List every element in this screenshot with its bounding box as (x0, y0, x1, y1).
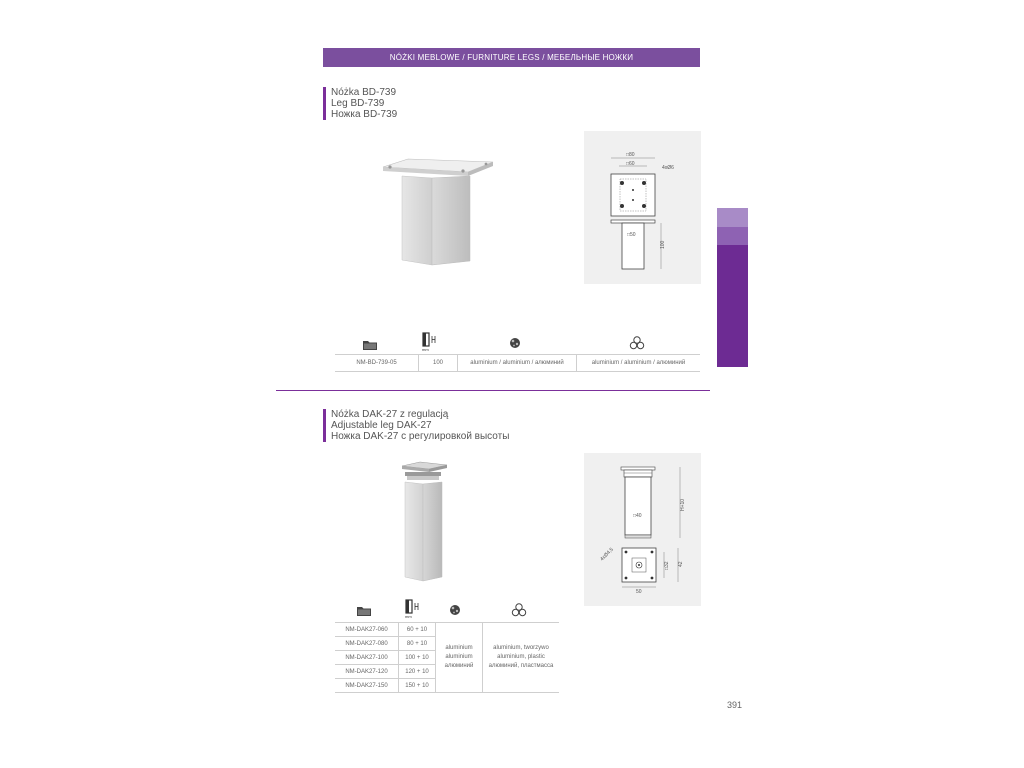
side-tab-mid (717, 227, 748, 245)
product2-height: 150 + 10 (399, 679, 436, 693)
product1-photo (370, 150, 510, 275)
product2-height-icon (404, 599, 424, 623)
product1-folder-icon (362, 336, 378, 355)
product2-dim-h: H+10 (680, 498, 686, 511)
product2-name-pl: Nóżka DAK-27 z regulacją (331, 409, 449, 420)
product2-code: NM-DAK27-080 (335, 637, 399, 651)
product2-material-en: aluminium (445, 654, 473, 660)
product2-photo (395, 460, 455, 585)
product1-material-icon (508, 335, 522, 354)
product2-code: NM-DAK27-120 (335, 665, 399, 679)
product2-finish-cell (483, 623, 560, 693)
product1-dim-50: □50 (627, 232, 636, 238)
side-tab-light (717, 208, 748, 227)
product1-name-ru: Ножка BD-739 (331, 109, 398, 120)
product1-dim-height: 100 (660, 240, 666, 249)
product1-material: aluminium / aluminium / алюминий (458, 355, 577, 372)
page-number: 391 (727, 700, 743, 710)
side-tab-dark (717, 245, 748, 367)
product1-finish-icon (629, 335, 645, 354)
product2-height: 80 + 10 (399, 637, 436, 651)
product2-folder-icon (356, 602, 372, 621)
product2-code: NM-DAK27-100 (335, 651, 399, 665)
product1-finish: aluminium / aluminium / алюминий (577, 355, 701, 372)
product2-code: NM-DAK27-060 (335, 623, 399, 637)
product2-title (323, 409, 509, 442)
product2-name-en: Adjustable leg DAK-27 (331, 420, 432, 431)
table-row (335, 623, 559, 637)
product2-height: 100 + 10 (399, 651, 436, 665)
section-header: NÓŻKI MEBLOWE / FURNITURE LEGS / МЕБЕЛЬНЫЕ НОЖКИ (323, 48, 700, 67)
product1-height: 100 (419, 355, 458, 372)
product1-dim-holes: 4xØ6 (662, 165, 674, 171)
product2-material-pl: aluminium (445, 645, 473, 651)
product2-dim-50: 50 (636, 589, 642, 595)
product1-name-en: Leg BD-739 (331, 98, 385, 109)
table-row (335, 355, 700, 372)
product1-drawing (584, 131, 701, 284)
product2-name-ru: Ножка DAK-27 с регулировкой высоты (331, 431, 510, 442)
product1-title (323, 87, 397, 120)
product1-height-unit: mm (422, 347, 429, 352)
product2-material-icon (448, 602, 462, 621)
product1-height-icon (421, 332, 441, 356)
product1-name-pl: Nóżka BD-739 (331, 87, 397, 98)
product2-dim-holes: 4xØ4,5 (599, 546, 615, 563)
product2-finish-pl: aluminium, tworzywo (493, 645, 549, 651)
product2-height: 60 + 10 (399, 623, 436, 637)
product1-dim-60: □60 (626, 161, 635, 167)
product2-dim-42: 42 (678, 561, 684, 567)
section-divider (276, 390, 710, 391)
product2-material-cell (436, 623, 483, 693)
product2-dim-40: □40 (633, 513, 642, 519)
product2-code: NM-DAK27-150 (335, 679, 399, 693)
product1-spec-table (335, 354, 700, 372)
product2-finish-en: aluminium, plastic (497, 654, 545, 660)
product2-height: 120 + 10 (399, 665, 436, 679)
product2-finish-ru: алюминий, пластмасса (488, 663, 554, 669)
product2-material-ru: алюминий (444, 663, 474, 669)
product2-drawing (584, 453, 701, 606)
product1-code: NM-BD-739-05 (335, 355, 419, 372)
product2-height-unit: mm (405, 614, 412, 619)
product1-dim-80: □80 (626, 152, 635, 158)
product2-dim-32: □32 (664, 561, 670, 570)
product2-finish-icon (511, 602, 527, 621)
product2-spec-table (335, 622, 559, 693)
